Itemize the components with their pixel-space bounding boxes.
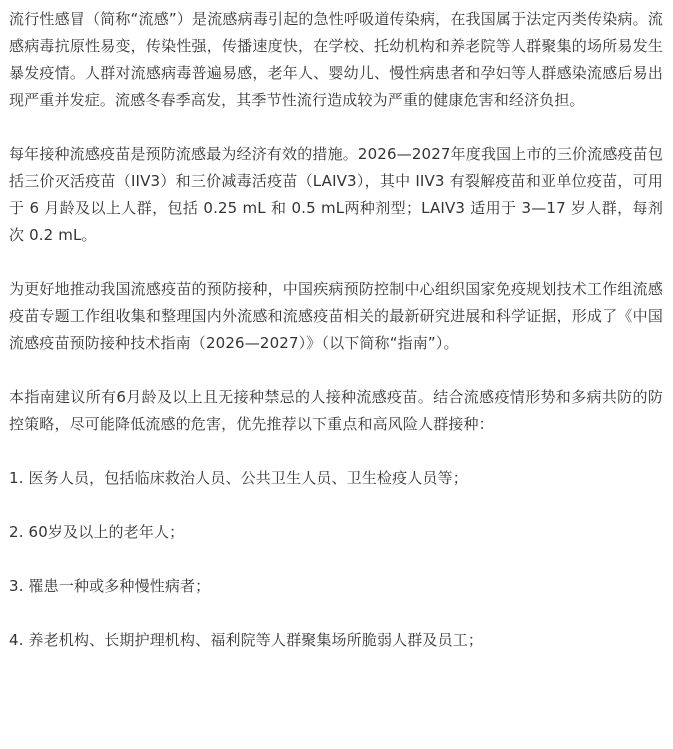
- paragraph-influenza-overview: 流行性感冒（简称“流感”）是流感病毒引起的急性呼吸道传染病，在我国属于法定丙类传染病。流感病毒抗原性易变，传染性强，传播速度快，在学校、托幼机构和养老院等人群聚集的场所易发生暴发疫情。人群对流感病毒普遍易感，老年人、婴幼儿、慢性病患者和孕妇等人群感染流感后易出现严重并发症。流感冬春季高发，其季节性流行造成较为严重的健康危害和经济负担。: [9, 10, 663, 109]
- paragraph-spacer: [9, 357, 663, 384]
- paragraph-spacer: [9, 114, 663, 141]
- paragraph-vaccine-types: 每年接种流感疫苗是预防流感最为经济有效的措施。2026—2027年度我国上市的三价流感疫苗包括三价灭活疫苗（IIV3）和三价减毒活疫苗（LAIV3），其中 IIV3 有裂解疫苗和亚单位疫苗，可用于 6 月龄及以上人群，包括 0.25 mL 和 0.5 mL两种剂型；LAIV3 适用于 3—17 岁人群，每剂次 0.2 mL。: [9, 145, 663, 244]
- list-item-care-institutions: 4. 养老机构、长期护理机构、福利院等人群聚集场所脆弱人群及员工；: [9, 631, 484, 649]
- paragraph-spacer: [9, 249, 663, 276]
- paragraph-guideline-intro: 为更好地推动我国流感疫苗的预防接种，中国疾病预防控制中心组织国家免疫规划技术工作组流感疫苗专题工作组收集和整理国内外流感和流感疫苗相关的最新研究进展和科学证据，形成了《中国流感疫苗预防接种技术指南（2026—2027）》（以下简称“指南”）。: [9, 280, 663, 352]
- paragraph-spacer: [9, 600, 663, 627]
- paragraph-recommendation: 本指南建议所有6月龄及以上且无接种禁忌的人接种流感疫苗。结合流感疫情形势和多病共防的防控策略，尽可能降低流感的危害，优先推荐以下重点和高风险人群接种：: [9, 388, 663, 433]
- paragraph-spacer: [9, 438, 663, 465]
- list-item-elderly: 2. 60岁及以上的老年人；: [9, 523, 185, 541]
- paragraph-spacer: [9, 546, 663, 573]
- list-item-chronic-disease: 3. 罹患一种或多种慢性病者；: [9, 577, 211, 595]
- paragraph-spacer: [9, 492, 663, 519]
- list-item-medical-staff: 1. 医务人员，包括临床救治人员、公共卫生人员、卫生检疫人员等；: [9, 469, 468, 487]
